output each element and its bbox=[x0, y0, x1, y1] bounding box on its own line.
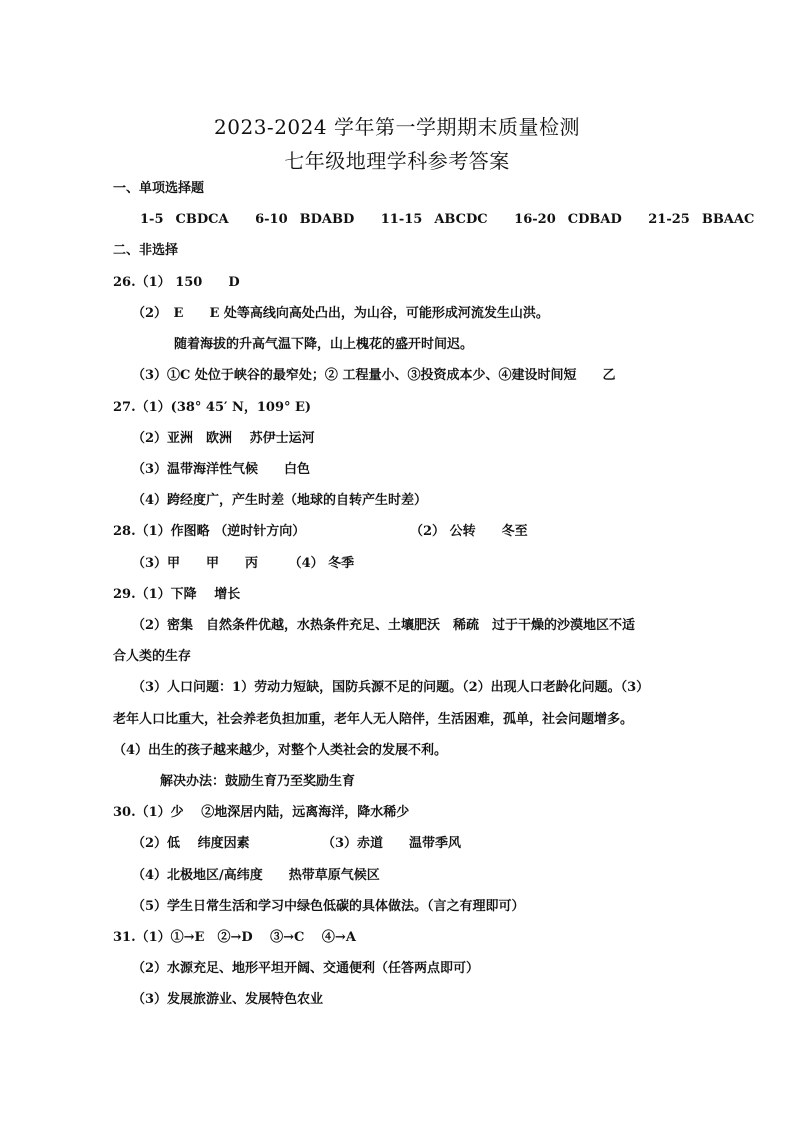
multiple-choice-answers bbox=[140, 212, 776, 228]
answer-line: （3）赤道 温带季风 bbox=[322, 836, 462, 851]
mc-range: 6-10 bbox=[255, 212, 288, 227]
answer-line: 老年人口比重大，社会养老负担加重，老年人无人陪伴，生活困难，孤单，社会问题增多。 bbox=[113, 712, 634, 727]
page-title-line1: 2023-2024 学年第一学期期末质量检测 bbox=[214, 115, 580, 139]
answer-line: 28.（1）作图略 （逆时针方向） bbox=[113, 524, 306, 539]
answer-line: （4）跨经度广，产生时差（地球的自转产生时差） bbox=[132, 493, 428, 508]
answer-line: （3）发展旅游业、发展特色农业 bbox=[132, 992, 324, 1007]
answer-line: 随着海拔的升高气温下降，山上槐花的盛开时间迟。 bbox=[174, 337, 474, 352]
mc-answers: CBDCA bbox=[175, 212, 229, 227]
answer-line: （4）北极地区/高纬度 热带草原气候区 bbox=[132, 868, 380, 883]
mc-range: 21-25 bbox=[648, 212, 690, 227]
answer-line: （2） 公转 冬至 bbox=[410, 524, 528, 539]
answer-line: （2）低 纬度因素 bbox=[132, 836, 250, 851]
answer-line: （3）甲 甲 丙 （4） 冬季 bbox=[132, 556, 355, 571]
mc-range: 16-20 bbox=[514, 212, 556, 227]
mc-answers: BBAAC bbox=[701, 212, 755, 227]
answer-line: （3）人口问题：1）劳动力短缺，国防兵源不足的问题。（2）出现人口老龄化问题。（3） bbox=[132, 680, 650, 695]
answer-line: （3）温带海洋性气候 白色 bbox=[132, 462, 311, 477]
mc-answers: ABCDC bbox=[434, 212, 488, 227]
answer-line: （4）出生的孩子越来越少，对整个人类社会的发展不利。 bbox=[113, 743, 448, 758]
answer-line: （2）密集 自然条件优越，水热条件充足、土壤肥沃 稀疏 过于干燥的沙漠地区不适 bbox=[132, 618, 636, 633]
section-heading-non-choice: 二、非选择 bbox=[113, 243, 179, 258]
section-heading-single-choice: 一、单项选择题 bbox=[113, 181, 205, 196]
answer-line: 解决办法：鼓励生育乃至奖励生育 bbox=[160, 774, 356, 789]
answer-line: （5）学生日常生活和学习中绿色低碳的具体做法。（言之有理即可） bbox=[132, 899, 525, 914]
answer-line: （2） E E 处等高线向高处凸出，为山谷，可能形成河流发生山洪。 bbox=[132, 306, 549, 321]
answer-line: 30.（1）少 ②地深居内陆，远离海洋，降水稀少 bbox=[113, 805, 410, 820]
mc-answers: CDBAD bbox=[567, 212, 622, 227]
answer-line: （3）①C 处位于峡谷的最窄处；② 工程量小、③投资成本少、④建设时间短 乙 bbox=[132, 368, 616, 383]
answer-line: 26.（1） 150 D bbox=[113, 275, 240, 290]
mc-range: 1-5 bbox=[140, 212, 164, 227]
answer-line: 合人类的生存 bbox=[113, 649, 192, 664]
answer-line: 29.（1）下降 增长 bbox=[113, 587, 241, 602]
answer-line: 31.（1）①→E ②→D ③→C ④→A bbox=[113, 930, 356, 945]
page-title-line2: 七年级地理学科参考答案 bbox=[284, 149, 510, 173]
mc-range: 11-15 bbox=[380, 212, 423, 227]
mc-answers: BDABD bbox=[299, 212, 355, 227]
answer-line: 27.（1）(38° 45′ N，109° E) bbox=[113, 400, 312, 415]
answer-line: （2）水源充足、地形平坦开阔、交通便利（任答两点即可） bbox=[132, 961, 480, 976]
answer-line: （2）亚洲 欧洲 苏伊士运河 bbox=[132, 431, 315, 446]
